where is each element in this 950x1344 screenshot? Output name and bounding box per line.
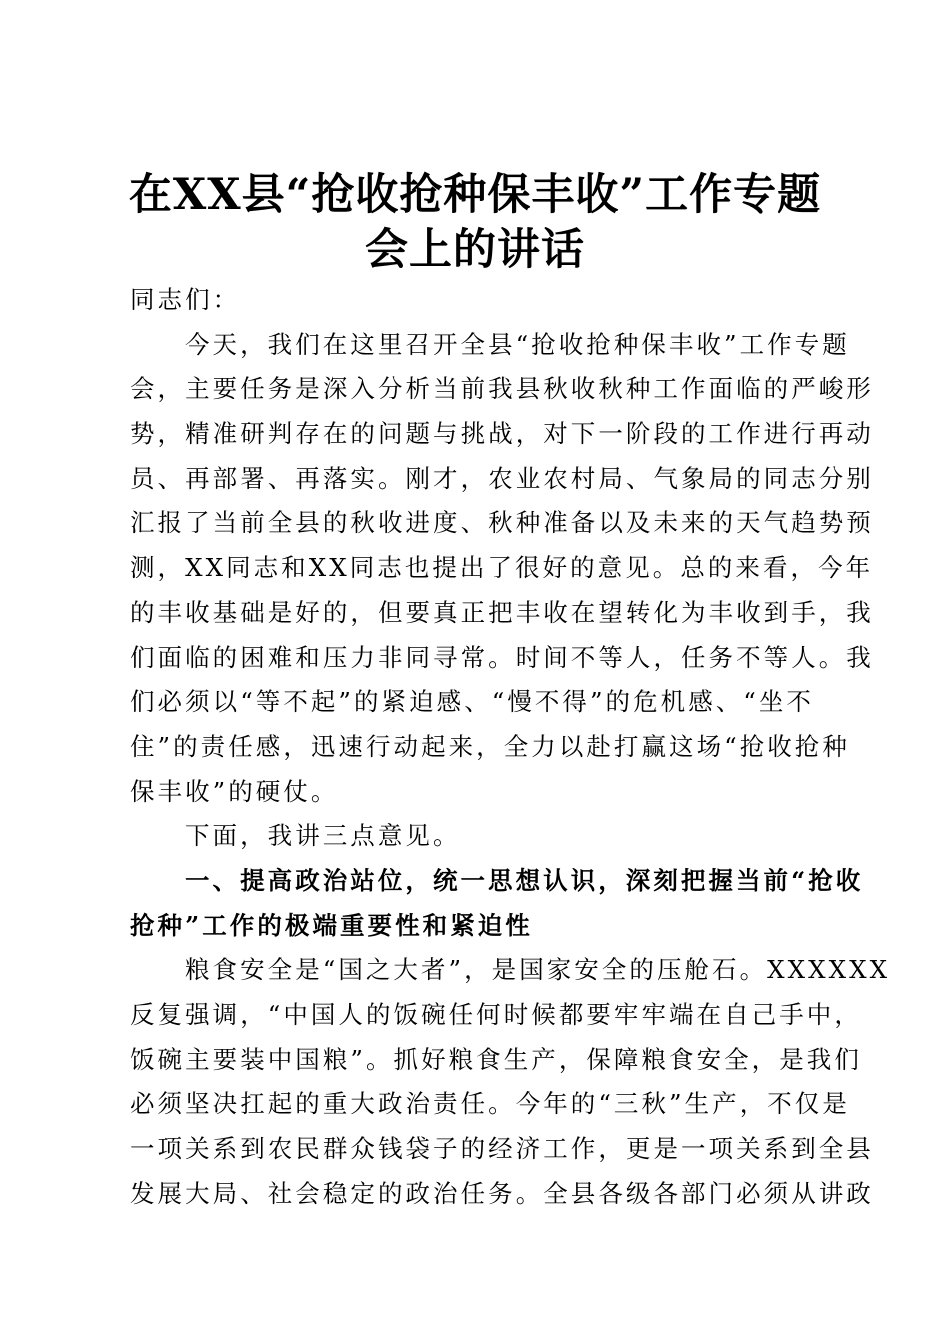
paragraph-line: 测，XX同志和XX同志也提出了很好的意见。总的来看，今年 — [130, 553, 874, 583]
paragraph-line: 们面临的困难和压力非同寻常。时间不等人，任务不等人。我 — [130, 642, 874, 672]
paragraph-line: 反复强调，“中国人的饭碗任何时候都要牢牢端在自己手中， — [130, 1000, 862, 1029]
salutation: 同志们： — [130, 285, 241, 314]
paragraph-line: 保丰收”的硬仗。 — [130, 776, 339, 806]
paragraph-line: 饭碗主要装中国粮”。抓好粮食生产，保障粮食安全，是我们 — [130, 1044, 862, 1074]
heading-line: 抢种”工作的极端重要性和紧迫性 — [130, 910, 533, 940]
paragraph-line: 员、再部署、再落实。刚才，农业农村局、气象局的同志分别 — [130, 463, 874, 493]
paragraph-line: 们必须以“等不起”的紧迫感、“慢不得”的危机感、“坐不 — [130, 687, 814, 717]
paragraph-opening — [130, 323, 874, 815]
document-body — [130, 278, 891, 1216]
paragraph-line: 一项关系到农民群众钱袋子的经济工作，更是一项关系到全县 — [130, 1134, 874, 1164]
heading-line: 一、提高政治站位，统一思想认识，深刻把握当前“抢收 — [185, 865, 864, 895]
paragraph-line: 的丰收基础是好的，但要真正把丰收在望转化为丰收到手，我 — [130, 597, 874, 627]
paragraph-line: 必须坚决扛起的重大政治责任。今年的“三秋”生产，不仅是 — [130, 1089, 850, 1119]
paragraph-line: 发展大局、社会稳定的政治任务。全县各级各部门必须从讲政 — [130, 1178, 874, 1208]
paragraph-line: 今天，我们在这里召开全县“抢收抢种保丰收”工作专题 — [185, 329, 850, 359]
paragraph-line: 汇报了当前全县的秋收进度、秋种准备以及未来的天气趋势预 — [130, 508, 874, 538]
paragraph-line: 势，精准研判存在的问题与挑战，对下一阶段的工作进行再动 — [130, 419, 874, 449]
paragraph-food-security — [130, 948, 891, 1216]
paragraph-intro-points: 下面，我讲三点意见。 — [185, 821, 461, 851]
paragraph-line: 住”的责任感，迅速行动起来，全力以赴打赢这场“抢收抢种 — [130, 731, 850, 761]
document-title-line-2: 会上的讲话 — [365, 225, 585, 275]
paragraph-line: 会，主要任务是深入分析当前我县秋收秋种工作面临的严峻形 — [130, 374, 874, 404]
paragraph-line: 粮食安全是“国之大者”，是国家安全的压舱石。XXXXXX — [185, 955, 891, 985]
document-title-line-1: 在XX县“抢收抢种保丰收”工作专题 — [128, 170, 822, 220]
section-heading-1 — [130, 859, 864, 948]
